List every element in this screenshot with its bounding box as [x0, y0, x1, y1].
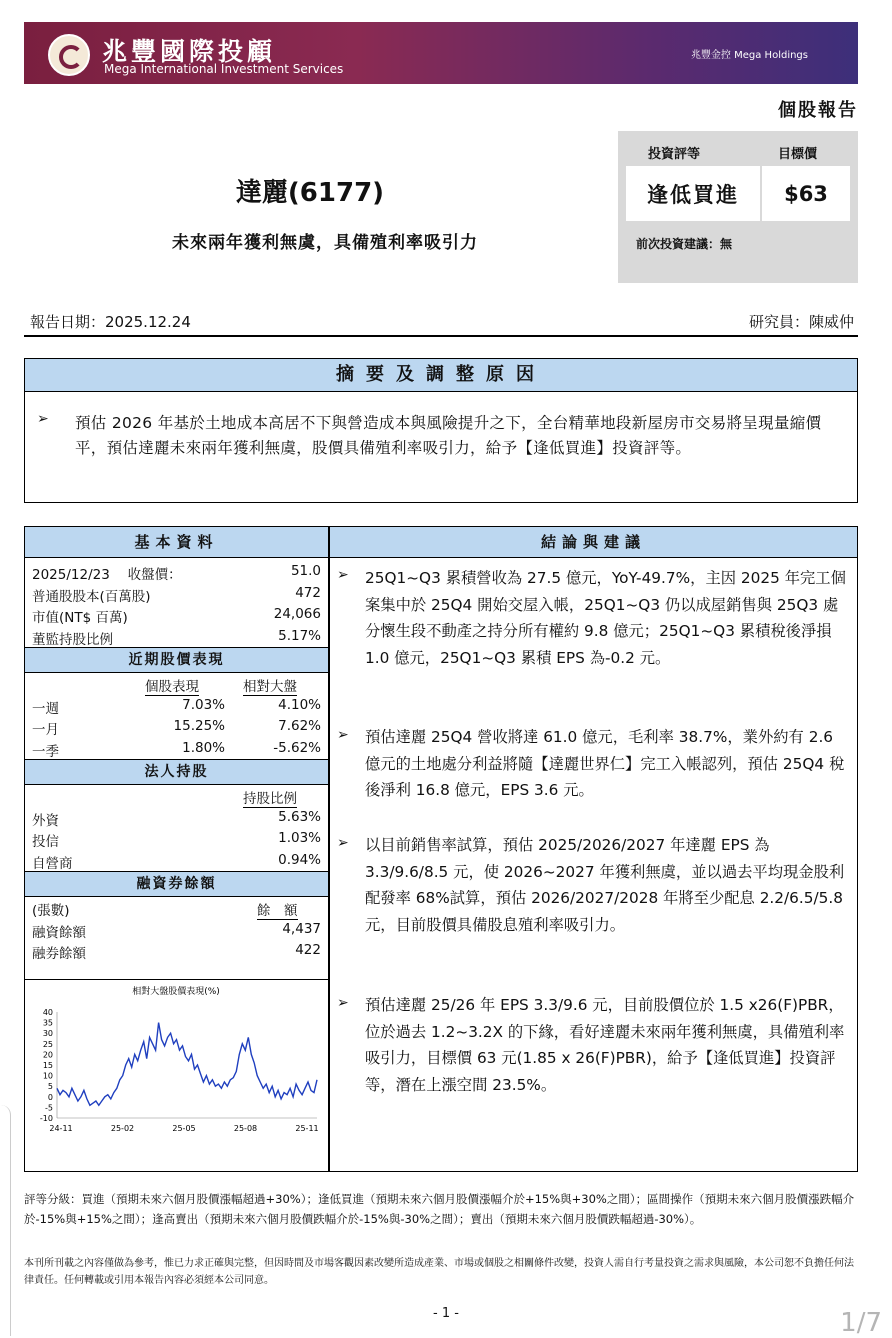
- conclusion-bullet: 以目前銷售率試算，預估 2025/2026/2027 年達麗 EPS 為 3.3/9.6/8.5 元，使 2026~2027 年獲利無虞，並以過去平均現金股利配發率 68%試算，預估 2026/2027/2028 年將至少配息 2.2/6.5/5.8 元，目前股價具備股息殖利率吸引力。: [365, 836, 845, 934]
- table-row: 外資 5.63%: [32, 808, 321, 829]
- arrow-icon: ➢: [337, 727, 349, 743]
- x-tick-label: 25-02: [110, 1124, 135, 1133]
- rating-label: 投資評等: [648, 147, 701, 162]
- previous-rating: 前次投資建議：無: [636, 237, 733, 251]
- y-tick-label: -10: [39, 1114, 53, 1123]
- conclusion-heading: 結論與建議: [330, 527, 857, 558]
- performance-heading: 近期股價表現: [25, 647, 328, 673]
- report-title: 達麗(6177): [235, 178, 385, 208]
- summary-text: 預估 2026 年基於土地成本高居不下與營造成本與風險提升之下，全台精華地段新屋房市交易將呈現量縮價平，預估達麗未來兩年獲利無虞，股價具備殖利率吸引力，給予【逢低買進】投資評等。: [75, 414, 822, 457]
- table-row: 市值(NT$ 百萬) 24,066: [32, 606, 321, 626]
- arrow-icon: ➢: [37, 411, 49, 427]
- conclusion-bullet: 預估達麗 25Q4 營收將達 61.0 億元，毛利率 38.7%，業外約有 2.6 億元的土地處分利益將隨【達麗世界仁】完工入帳認列，預估 25Q4 稅後淨利 16.8 億元，EPS 3.6 元。: [365, 728, 845, 799]
- data-column: [25, 527, 330, 1171]
- table-row: 普通股股本(百萬股) 472: [32, 584, 321, 605]
- y-tick-label: 5: [47, 1082, 53, 1092]
- y-tick-label: -5: [45, 1103, 53, 1113]
- arrow-icon: ➢: [337, 835, 349, 851]
- y-tick-label: 0: [47, 1092, 53, 1102]
- table-row: 投信 1.03%: [32, 830, 321, 850]
- main-box: [24, 526, 858, 1172]
- target-label: 目標價: [778, 147, 818, 162]
- margin-col-header: (張數) 餘 額: [25, 897, 328, 919]
- x-tick-label: 25-08: [233, 1124, 258, 1133]
- y-tick-label: 35: [42, 1018, 53, 1028]
- viewer-edge: [0, 1105, 11, 1336]
- institutional-col-header: 持股比例: [25, 785, 328, 807]
- report-meta: [24, 311, 858, 337]
- margin-heading: 融資券餘額: [25, 871, 328, 897]
- chart-title: 相對大盤股價表現(%): [132, 987, 220, 997]
- table-row: 一週 7.03% 4.10%: [32, 696, 321, 717]
- y-tick-label: 20: [42, 1050, 53, 1060]
- x-tick-label: 25-05: [172, 1124, 196, 1133]
- analyst: 研究員：陳威仲: [748, 313, 854, 331]
- mega-logo: [48, 34, 90, 76]
- conclusion-bullet: 25Q1~Q3 累積營收為 27.5 億元，YoY-49.7%，主因 2025 年完工個案集中於 25Q4 開始交屋入帳，25Q1~Q3 仍以成屋銷售與 25Q3 處分懷生段不動產之持分所有權約 9.8 億元；25Q1~Q3 累積稅後淨損 1.0 億元，25Q1~Q3 累積 EPS 為-0.2 元。: [365, 569, 846, 667]
- table-row: 融券餘額 422: [32, 942, 321, 962]
- y-tick-label: 40: [42, 1008, 53, 1017]
- arrow-icon: ➢: [337, 995, 349, 1011]
- x-tick-label: 24-11: [49, 1124, 73, 1133]
- target-price: $63: [762, 166, 850, 221]
- arrow-icon: ➢: [337, 567, 349, 583]
- report-subtitle: 未來兩年獲利無虞，具備殖利率吸引力: [172, 233, 478, 253]
- basic-heading: 基本資料: [25, 527, 328, 558]
- table-row: 融資餘額 4,437: [32, 920, 321, 941]
- rating-value: 逢低買進: [626, 166, 760, 221]
- page-number: - 1 -: [433, 1306, 459, 1321]
- y-tick-label: 10: [42, 1071, 53, 1081]
- table-row: 自營商 0.94%: [32, 851, 321, 872]
- chart-series-line: [57, 1023, 317, 1106]
- table-row: 董監持股比例 5.17%: [32, 627, 321, 648]
- table-row: 一月 15.25% 7.62%: [32, 718, 321, 738]
- y-tick-label: 30: [42, 1029, 53, 1039]
- holding-name: 兆豐金控 Mega Holdings: [690, 50, 808, 61]
- institutional-heading: 法人持股: [25, 759, 328, 785]
- rating-definitions: 評等分級：買進（預期未來六個月股價漲幅超過+30%）；逢低買進（預期未來六個月股價漲幅介於+15%與+30%之間）；區間操作（預期未來六個月股價漲跌幅介於-15%與+15%之間）；逢高賣出（預期未來六個月股價跌幅介於-15%與-30%之間）；賣出（預期未來六個月股價跌幅超過-30%）。: [24, 1192, 855, 1226]
- table-row: 2025/12/23 收盤價： 51.0: [32, 563, 321, 583]
- basic-table: [25, 558, 328, 647]
- relative-performance-chart: [25, 979, 328, 1172]
- report-type: 個股報告: [778, 100, 858, 121]
- table-row: 一季 1.80% -5.62%: [32, 739, 321, 760]
- company-name-en: Mega International Investment Services: [104, 62, 344, 76]
- rating-box: [618, 131, 858, 283]
- disclaimer: 本刊所刊載之內容僅做為參考，惟已力求正確與完整，但因時間及市場客觀因素改變所造成產業、市場或個股之相關條件改變，投資人需自行考量投資之需求與風險，本公司恕不負擔任何法律責任。任何轉載或引用本報告內容必須經本公司同意。: [24, 1258, 854, 1286]
- summary-heading: 摘要及調整原因: [25, 359, 857, 392]
- header-banner: [24, 22, 858, 84]
- conclusion-bullet: 預估達麗 25/26 年 EPS 3.3/9.6 元，目前股價位於 1.5 x26(F)PBR，位於過去 1.2~3.2X 的下緣，看好達麗未來兩年獲利無虞，具備殖利率吸引力，目標價 63 元(1.85 x 26(F)PBR)，給予【逢低買進】投資評等，潛在上漲空間 23.5%。: [365, 996, 845, 1094]
- company-name-cn: 兆豐國際投顧: [102, 37, 277, 66]
- performance-col-headers: 個股表現 相對大盤: [25, 673, 328, 695]
- y-tick-label: 15: [42, 1061, 53, 1070]
- page-counter: 1/7: [840, 1308, 882, 1338]
- summary-box: [24, 358, 858, 503]
- report-date: 報告日期：2025.12.24: [30, 313, 191, 331]
- x-tick-label: 25-11: [295, 1124, 319, 1133]
- y-tick-label: 25: [42, 1039, 53, 1049]
- chart-svg: [25, 980, 328, 1170]
